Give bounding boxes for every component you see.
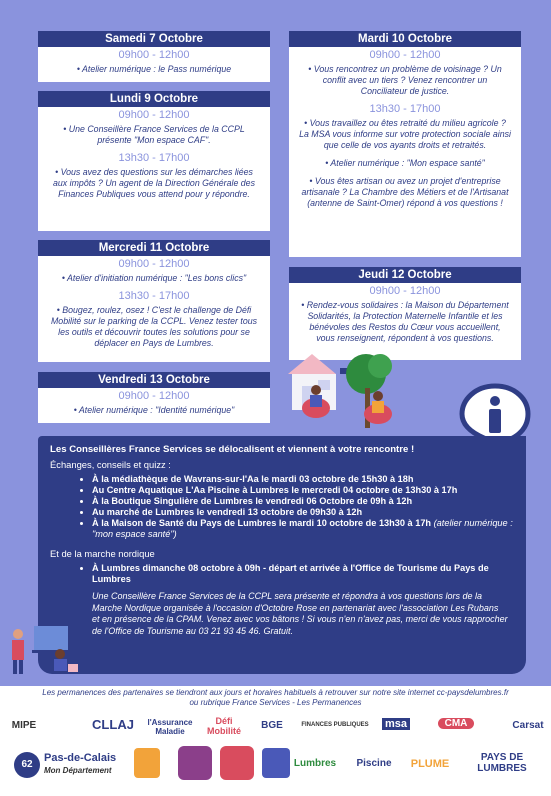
walk-list [50, 563, 514, 585]
card-samedi [38, 31, 270, 82]
list-item: • À la Boutique Singulière de Lumbres le vendredi 06 Octobre de 09h à 12h [92, 496, 514, 507]
card-header: Mercredi 11 Octobre [38, 240, 270, 256]
list-item: • À Lumbres dimanche 08 octobre à 09h - départ et arrivée à l'Office de Tourisme du Pays de Lumbres [92, 563, 514, 585]
logo-carsat: Carsat [512, 720, 544, 731]
list-item: • Au Centre Aquatique L'Aa Piscine à Lumbres le mercredi 04 octobre de 13h30 à 17h [92, 485, 514, 496]
box-title: Les Conseillères France Services se délocalisent et viennent à votre rencontre ! [50, 444, 415, 455]
outreach-box [38, 436, 526, 674]
logo-defi-mobilite: Défi Mobilité [207, 716, 241, 736]
logo-ameli: l'Assurance Maladie [147, 718, 193, 736]
time-slot: 09h00 - 12h00 [118, 49, 190, 61]
logo-cllaj: CLLAJ [92, 717, 134, 732]
logo-pas-de-calais-sub: Mon Département [44, 766, 112, 775]
list-item-note: (atelier numérique : "mon espace santé") [92, 518, 513, 539]
box-subtitle-2: Et de la marche nordique [50, 548, 155, 559]
card-header: Jeudi 12 Octobre [289, 267, 521, 283]
time-slot: 09h00 - 12h00 [118, 258, 190, 270]
event-item: • Atelier numérique : "Identité numérique" [73, 405, 235, 415]
logo-partner-red [220, 746, 254, 780]
logo-cma: CMA [438, 718, 474, 729]
logo-lumbres: Lumbres [293, 758, 337, 769]
event-item: • Une Conseillère France Services de la CCPL présente "Mon espace CAF". [63, 124, 245, 145]
event-item: • Atelier d'initiation numérique : "Les bons clics" [61, 273, 247, 283]
footer-line: ou rubrique France Services - Les Permanences [189, 698, 362, 707]
logo-bge: BGE [261, 720, 283, 731]
logo-piscine: Piscine [356, 758, 392, 769]
logo-partner-orange [134, 748, 160, 778]
logo-62-badge: 62 [14, 752, 40, 778]
illustration-house-people [282, 346, 412, 436]
illustration-computer-users [4, 620, 82, 676]
card-lundi [38, 91, 270, 231]
logo-partner-blue [262, 748, 290, 778]
card-vendredi [38, 372, 270, 423]
time-slot: 09h00 - 12h00 [369, 285, 441, 297]
list-item-text: À la Maison de Santé du Pays de Lumbres le mardi 10 octobre de 13h30 à 17h [92, 518, 432, 528]
logo-msa: msa [382, 718, 410, 730]
card-header: Mardi 10 Octobre [289, 31, 521, 47]
footer-line: Les permanences des partenaires se tiendront aux jours et horaires habituels à retrouver sur notre site internet cc-paysdelumbres.fr [42, 688, 509, 697]
logo-partner-purple [178, 746, 212, 780]
logo-plume: PLUME [410, 758, 450, 770]
box-subtitle: Échanges, conseils et quizz : [50, 459, 171, 470]
list-item: • Au marché de Lumbres le vendredi 13 octobre de 09h30 à 12h [92, 507, 514, 518]
event-item: • Vous rencontrez un problème de voisinage ? Un conflit avec un tiers ? Venez rencontrer un Conciliateur de justice. [308, 64, 502, 96]
list-item [92, 518, 514, 540]
event-item: • Atelier numérique : "Mon espace santé" [325, 158, 485, 168]
event-item: • Bougez, roulez, osez ! C'est le challenge de Défi Mobilité sur le parking de la CCPL. Venez tester tous les outils et découvrir toutes les solutions pour se déplacer en Pays de Lumbres. [50, 305, 257, 348]
footer-note [0, 688, 551, 708]
card-header: Lundi 9 Octobre [38, 91, 270, 107]
logo-finances-publiques: FINANCES PUBLIQUES [301, 722, 369, 728]
logo-pas-de-calais: Pas-de-Calais [44, 752, 117, 764]
event-item: • Atelier numérique : le Pass numérique [76, 64, 232, 74]
time-slot: 13h30 - 17h00 [118, 152, 190, 164]
logo-pays-de-lumbres: PAYS DE LUMBRES [477, 752, 527, 774]
box-paragraph: Une Conseillère France Services de la CCPL sera présente et répondra à vos questions lors de la Marche Nordique organisée à l'occasion d'Octobre Rose en partenariat avec l'association Les Rubans et en présence de la CPAM. Venez avec vos bâtons ! Si vous n'en n'avez pas, merci de vous rapprocher de l'Office de Tourisme au 03 21 93 45 46. Gratuit. [92, 591, 508, 636]
time-slot: 09h00 - 12h00 [369, 49, 441, 61]
time-slot: 13h30 - 17h00 [118, 290, 190, 302]
card-mardi [289, 31, 521, 257]
event-item: • Rendez-vous solidaires : la Maison du Département Solidarités, la Protection Maternelle Infantile et les bénévoles des Restos du Cœur vous accueillent, vous renseignent, répondent à vos questions. [301, 300, 509, 343]
list-item: • À la médiathèque de Wavrans-sur-l'Aa le mardi 03 octobre de 15h30 à 18h [92, 474, 514, 485]
card-header: Samedi 7 Octobre [38, 31, 270, 47]
time-slot: 09h00 - 12h00 [118, 390, 190, 402]
card-header: Vendredi 13 Octobre [38, 372, 270, 388]
time-slot: 09h00 - 12h00 [118, 109, 190, 121]
outreach-list [50, 474, 514, 540]
event-item: • Vous travaillez ou êtes retraité du milieu agricole ? La MSA vous informe sur votre protection sociale ainsi que celle de vos ayants droits et retraités. [299, 118, 511, 150]
card-mercredi [38, 240, 270, 362]
logo-mipe: MIPE [11, 720, 37, 731]
event-item: • Vous avez des questions sur les démarches liées aux impôts ? Un agent de la Direction Générale des Finances Publiques vous attend pour y répondre. [53, 167, 255, 199]
event-item: • Vous êtes artisan ou avez un projet d'entreprise artisanale ? La Chambre des Métiers et de l'Artisanat (antenne de Saint-Omer) répond à vos questions ! [301, 176, 509, 208]
time-slot: 13h30 - 17h00 [369, 103, 441, 115]
